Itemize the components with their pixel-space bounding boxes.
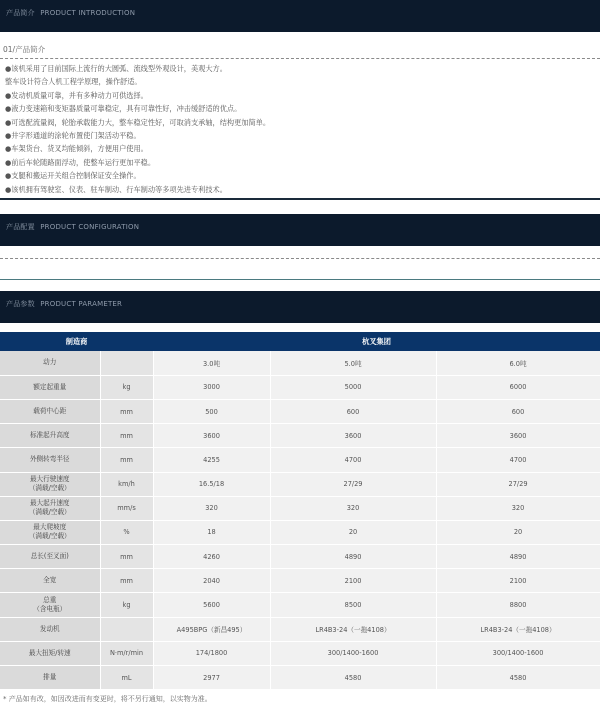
row-unit: mm bbox=[100, 545, 153, 569]
row-label: 排量 bbox=[0, 666, 100, 690]
row-value: 5.0吨 bbox=[270, 351, 436, 375]
table-row bbox=[0, 617, 600, 641]
row-unit: km/h bbox=[100, 472, 153, 496]
row-value: 4700 bbox=[270, 448, 436, 472]
feature-item: ●发动机质量可靠，并有多种动力可供选择。 bbox=[5, 90, 148, 100]
row-unit: % bbox=[100, 520, 153, 544]
row-value: 4700 bbox=[436, 448, 600, 472]
row-label: 最大行驶速度 （满载/空载） bbox=[0, 472, 100, 496]
footnote: * 产品如有改，如因改进而有变更时，将不另行通知，以实物为准。 bbox=[3, 695, 212, 704]
row-label: 总重 （含电瓶） bbox=[0, 593, 100, 617]
row-value: 2100 bbox=[270, 569, 436, 593]
row-value: A495BPG（新昌495） bbox=[153, 617, 270, 641]
intro-title-cn: 产品简介 bbox=[6, 9, 35, 17]
row-unit: mm/s bbox=[100, 496, 153, 520]
feature-item: ●可选配流量阀，轮胎承载能力大，整车稳定性好，可取消支承轴，结构更加简单。 bbox=[5, 117, 271, 127]
row-unit: kg bbox=[100, 593, 153, 617]
table-row bbox=[0, 375, 600, 399]
row-value: 4890 bbox=[436, 545, 600, 569]
table-row bbox=[0, 448, 600, 472]
intro-dashed-divider bbox=[0, 58, 600, 59]
row-value: 20 bbox=[270, 520, 436, 544]
row-value: 20 bbox=[436, 520, 600, 544]
row-value: 174/1800 bbox=[153, 641, 270, 665]
row-unit bbox=[100, 617, 153, 641]
row-value: 27/29 bbox=[436, 472, 600, 496]
row-unit: N·m/r/min bbox=[100, 641, 153, 665]
spec-table bbox=[0, 332, 600, 690]
config-title-cn: 产品配置 bbox=[6, 223, 35, 232]
row-value: 3.0吨 bbox=[153, 351, 270, 375]
row-value: 16.5/18 bbox=[153, 472, 270, 496]
config-banner bbox=[0, 214, 600, 246]
row-label: 发动机 bbox=[0, 617, 100, 641]
table-row bbox=[0, 472, 600, 496]
row-value: 4580 bbox=[270, 666, 436, 690]
table-row bbox=[0, 641, 600, 665]
row-value: 600 bbox=[270, 399, 436, 423]
row-value: 6000 bbox=[436, 375, 600, 399]
row-unit: mm bbox=[100, 424, 153, 448]
feature-item: ●液力变速箱和变矩器质量可靠稳定，具有可靠性好，冲击缓舒适的优点。 bbox=[5, 104, 242, 114]
feature-item: ●井字形通道的涂轮布置使门架活动平稳。 bbox=[5, 131, 141, 141]
row-value: LR4B3-24（一拖4108） bbox=[270, 617, 436, 641]
feature-item: ●前后车轮随路面浮动，使整车运行更加平稳。 bbox=[5, 157, 156, 167]
row-unit bbox=[100, 351, 153, 375]
row-value: 4890 bbox=[270, 545, 436, 569]
row-value: 27/29 bbox=[270, 472, 436, 496]
param-title-cn: 产品参数 bbox=[6, 300, 35, 309]
table-row bbox=[0, 569, 600, 593]
param-banner bbox=[0, 291, 600, 323]
row-label: 载荷中心距 bbox=[0, 399, 100, 423]
row-label: 最大爬坡度 （满载/空载） bbox=[0, 520, 100, 544]
row-unit: mm bbox=[100, 569, 153, 593]
row-value: LR4B3-24（一拖4108） bbox=[436, 617, 600, 641]
row-value: 3000 bbox=[153, 375, 270, 399]
feature-item: ●该机采用了目前国际上流行的大圆弧、流线型外观设计，美观大方。 bbox=[5, 64, 227, 73]
feature-item: ●支腿和搬运开关组合控制保证安全操作。 bbox=[5, 171, 141, 181]
row-label: 动力 bbox=[0, 351, 100, 375]
row-label: 标准起升高度 bbox=[0, 424, 100, 448]
table-row bbox=[0, 666, 600, 690]
row-value: 3600 bbox=[436, 424, 600, 448]
row-unit: mL bbox=[100, 666, 153, 690]
intro-subtitle: 01/产品简介 bbox=[3, 45, 46, 54]
row-label: 总长(至叉面) bbox=[0, 545, 100, 569]
table-row bbox=[0, 424, 600, 448]
row-value: 18 bbox=[153, 520, 270, 544]
feature-list bbox=[0, 62, 600, 196]
spec-table-header bbox=[0, 332, 600, 351]
table-row bbox=[0, 545, 600, 569]
row-label: 全宽 bbox=[0, 569, 100, 593]
table-row bbox=[0, 351, 600, 375]
row-value: 300/1400-1600 bbox=[436, 641, 600, 665]
intro-title-en: PRODUCT INTRODUCTION bbox=[40, 9, 136, 17]
feature-item: ●该机拥有驾驶室、仪表、驻车制动、行车制动等多项先进专利技术。 bbox=[5, 184, 227, 194]
row-value: 4260 bbox=[153, 545, 270, 569]
row-value: 8500 bbox=[270, 593, 436, 617]
intro-banner bbox=[0, 0, 600, 32]
row-value: 5000 bbox=[270, 375, 436, 399]
row-value: 4255 bbox=[153, 448, 270, 472]
row-value: 3600 bbox=[153, 424, 270, 448]
row-label: 外侧转弯半径 bbox=[0, 448, 100, 472]
table-row bbox=[0, 399, 600, 423]
table-row bbox=[0, 593, 600, 617]
row-value: 320 bbox=[270, 496, 436, 520]
feature-item: ●车架货台、货叉均能倾斜，方便用户使用。 bbox=[5, 144, 148, 154]
header-manufacturer: 制造商 bbox=[0, 332, 153, 351]
row-value: 600 bbox=[436, 399, 600, 423]
feature-item: 整车设计符合人机工程学原理，操作舒适。 bbox=[5, 77, 142, 87]
header-brand: 杭叉集团 bbox=[153, 332, 600, 351]
row-unit: mm bbox=[100, 399, 153, 423]
row-value: 6.0吨 bbox=[436, 351, 600, 375]
row-label: 额定起重量 bbox=[0, 375, 100, 399]
row-unit: mm bbox=[100, 448, 153, 472]
config-title-en: PRODUCT CONFIGURATION bbox=[40, 223, 140, 232]
table-row bbox=[0, 520, 600, 544]
param-title-en: PRODUCT PARAMETER bbox=[40, 300, 123, 309]
row-value: 5600 bbox=[153, 593, 270, 617]
row-value: 320 bbox=[153, 496, 270, 520]
row-value: 300/1400-1600 bbox=[270, 641, 436, 665]
row-value: 3600 bbox=[270, 424, 436, 448]
row-unit: kg bbox=[100, 375, 153, 399]
row-value: 500 bbox=[153, 399, 270, 423]
row-label: 最大扭矩/转速 bbox=[0, 641, 100, 665]
table-row bbox=[0, 496, 600, 520]
row-value: 2977 bbox=[153, 666, 270, 690]
row-value: 8800 bbox=[436, 593, 600, 617]
row-value: 2040 bbox=[153, 569, 270, 593]
row-label: 最大起升速度 （满载/空载） bbox=[0, 496, 100, 520]
row-value: 2100 bbox=[436, 569, 600, 593]
row-value: 320 bbox=[436, 496, 600, 520]
row-value: 4580 bbox=[436, 666, 600, 690]
